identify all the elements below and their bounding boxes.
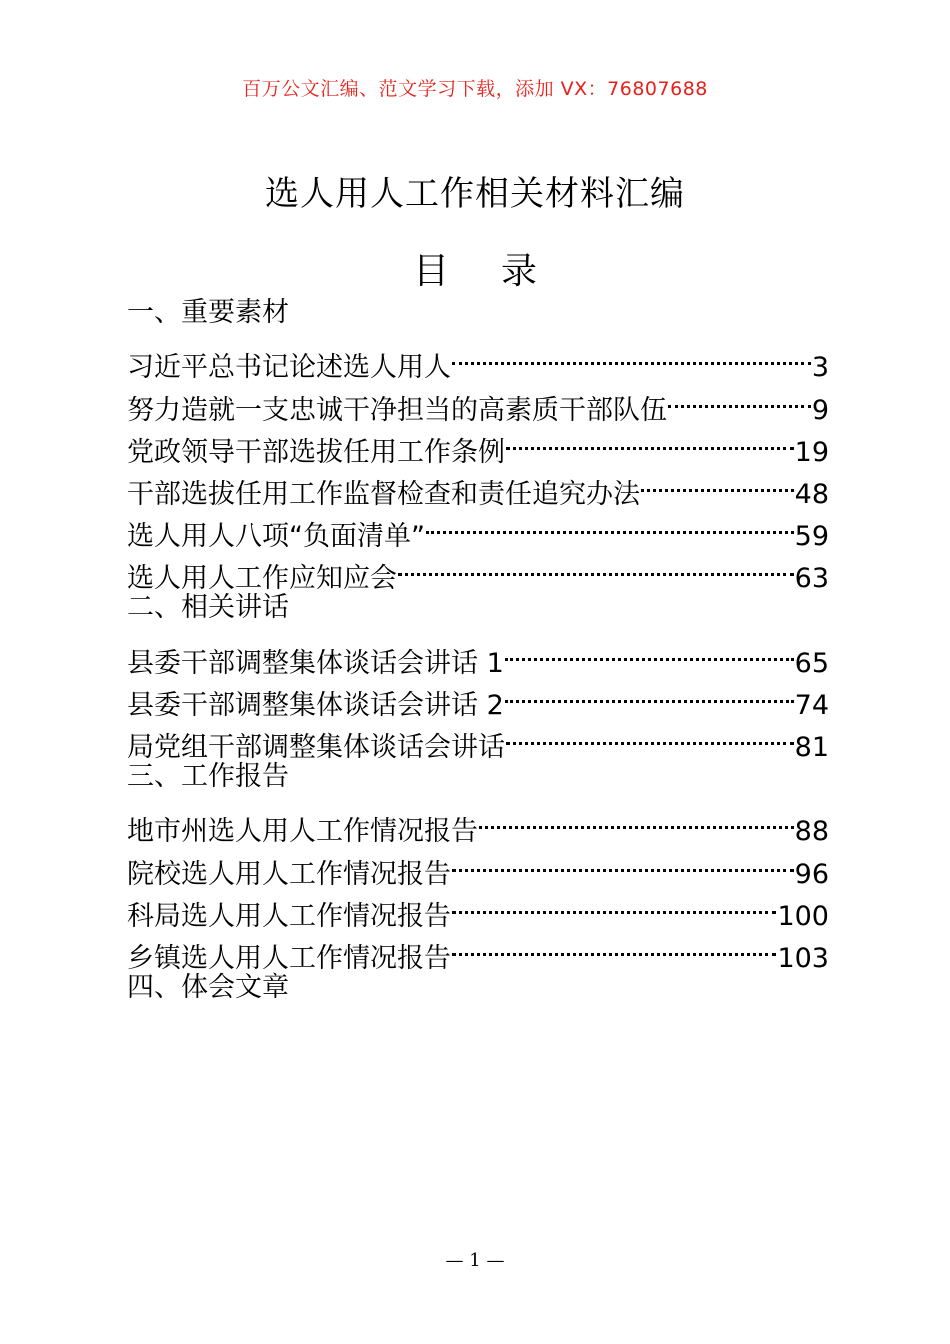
- toc-entry-label: 选人用人工作应知应会: [127, 563, 397, 595]
- toc-entry-page: 48: [794, 478, 829, 510]
- toc-entry[interactable]: [127, 630, 829, 679]
- toc-entry-label: 县委干部调整集体谈话会讲话 1: [127, 647, 504, 679]
- toc-entry-label: 科局选人用人工作情况报告: [127, 900, 451, 932]
- dot-leader: [504, 630, 795, 672]
- toc-entry[interactable]: [127, 334, 829, 384]
- dot-leader: [478, 798, 795, 840]
- dot-leader: [640, 461, 795, 503]
- page-number-footer: — 1 —: [445, 1250, 505, 1271]
- section-heading: 一、重要素材: [127, 297, 289, 328]
- toc-entry-page: 19: [794, 436, 829, 468]
- dot-leader: [505, 714, 795, 756]
- toc-entry-page: 100: [777, 900, 829, 932]
- toc-entry-label: 习近平总书记论述选人用人: [127, 352, 451, 384]
- toc-entry-label: 县委干部调整集体谈话会讲话 2: [127, 689, 504, 721]
- toc-entry-page: 103: [777, 943, 829, 974]
- document-title: 选人用人工作相关材料汇编: [265, 174, 685, 214]
- toc-entry-label: 选人用人八项“负面清单”: [127, 521, 425, 553]
- toc-entry-page: 74: [794, 689, 829, 721]
- toc-entry-label: 党政领导干部选拔任用工作条例: [127, 436, 505, 468]
- toc-entry-label: 努力造就一支忠诚干净担当的高素质干部队伍: [127, 394, 667, 426]
- watermark-text: 百万公文汇编、范文学习下载，添加 VX：76807688: [242, 78, 708, 100]
- toc-entry-label: 干部选拔任用工作监督检查和责任追究办法: [127, 478, 640, 510]
- dot-leader: [451, 840, 795, 882]
- toc-entry-page: 9: [811, 394, 829, 426]
- section-heading: 四、体会文章: [127, 972, 289, 1003]
- toc-entry-page: 81: [794, 732, 829, 764]
- toc-entry-label: 院校选人用人工作情况报告: [127, 858, 451, 890]
- dot-leader: [451, 925, 777, 967]
- toc-entry-page: 96: [794, 858, 829, 890]
- toc-entry-page: 65: [794, 647, 829, 679]
- toc-entry-page: 88: [794, 816, 829, 848]
- toc-entry-label: 地市州选人用人工作情况报告: [127, 816, 478, 848]
- dot-leader: [397, 545, 795, 587]
- dot-leader: [451, 334, 812, 376]
- toc-entry-label: 乡镇选人用人工作情况报告: [127, 943, 451, 974]
- toc-entry[interactable]: [127, 798, 829, 848]
- toc-entry-page: 59: [794, 521, 829, 553]
- toc-entry-page: 3: [811, 352, 829, 384]
- section-heading: 二、相关讲话: [127, 592, 289, 624]
- dot-leader: [425, 503, 795, 545]
- toc-entry-page: 63: [794, 563, 829, 595]
- toc-heading-left: 目: [412, 251, 449, 292]
- toc-entry-label: 局党组干部调整集体谈话会讲话: [127, 732, 505, 764]
- dot-leader: [667, 376, 812, 418]
- toc-heading-right: 录: [501, 251, 538, 292]
- dot-leader: [504, 672, 795, 714]
- toc-heading: [0, 243, 950, 294]
- section-heading: 三、工作报告: [127, 761, 289, 793]
- dot-leader: [451, 883, 777, 925]
- table-of-contents: [127, 292, 829, 1009]
- dot-leader: [505, 419, 795, 461]
